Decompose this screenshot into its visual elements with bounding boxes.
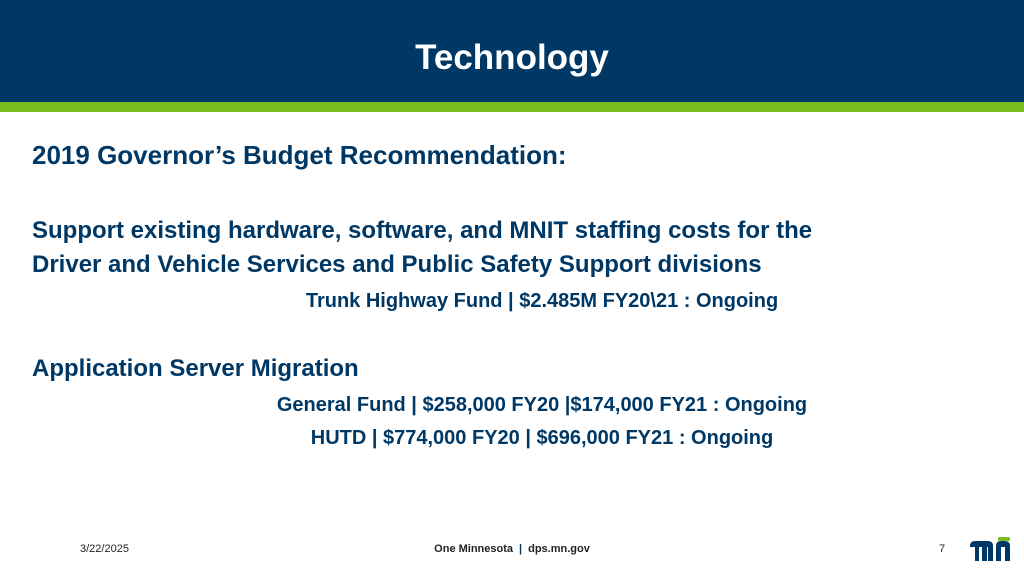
- item-support-costs-title: [32, 214, 812, 282]
- funding-line-trunk-highway: Trunk Highway Fund | $2.485M FY20\21 : Ongoing: [305, 290, 779, 312]
- accent-stripe: [0, 102, 1024, 112]
- funding-line-hutd: HUTD | $774,000 FY20 | $696,000 FY21 : Ongoing: [310, 427, 774, 449]
- item-title-line: Support existing hardware, software, and MNIT staffing costs for the: [32, 217, 813, 244]
- item-server-migration-title: Application Server Migration: [32, 355, 359, 382]
- page-number: 7: [939, 543, 946, 555]
- footer-separator: |: [519, 543, 523, 555]
- footer-org: One Minnesota: [434, 543, 514, 555]
- funding-line-general-fund: General Fund | $258,000 FY20 |$174,000 FY21 : Ongoing: [276, 394, 808, 416]
- budget-heading: 2019 Governor’s Budget Recommendation:: [32, 140, 567, 170]
- footer-site: dps.mn.gov: [528, 543, 590, 555]
- mn-logo-icon: [968, 537, 1012, 563]
- item-title-line: Driver and Vehicle Services and Public Safety Support divisions: [32, 251, 762, 278]
- footer-date: 3/22/2025: [80, 543, 129, 555]
- footer-center: [0, 543, 1024, 555]
- slide-title: Technology: [415, 38, 609, 77]
